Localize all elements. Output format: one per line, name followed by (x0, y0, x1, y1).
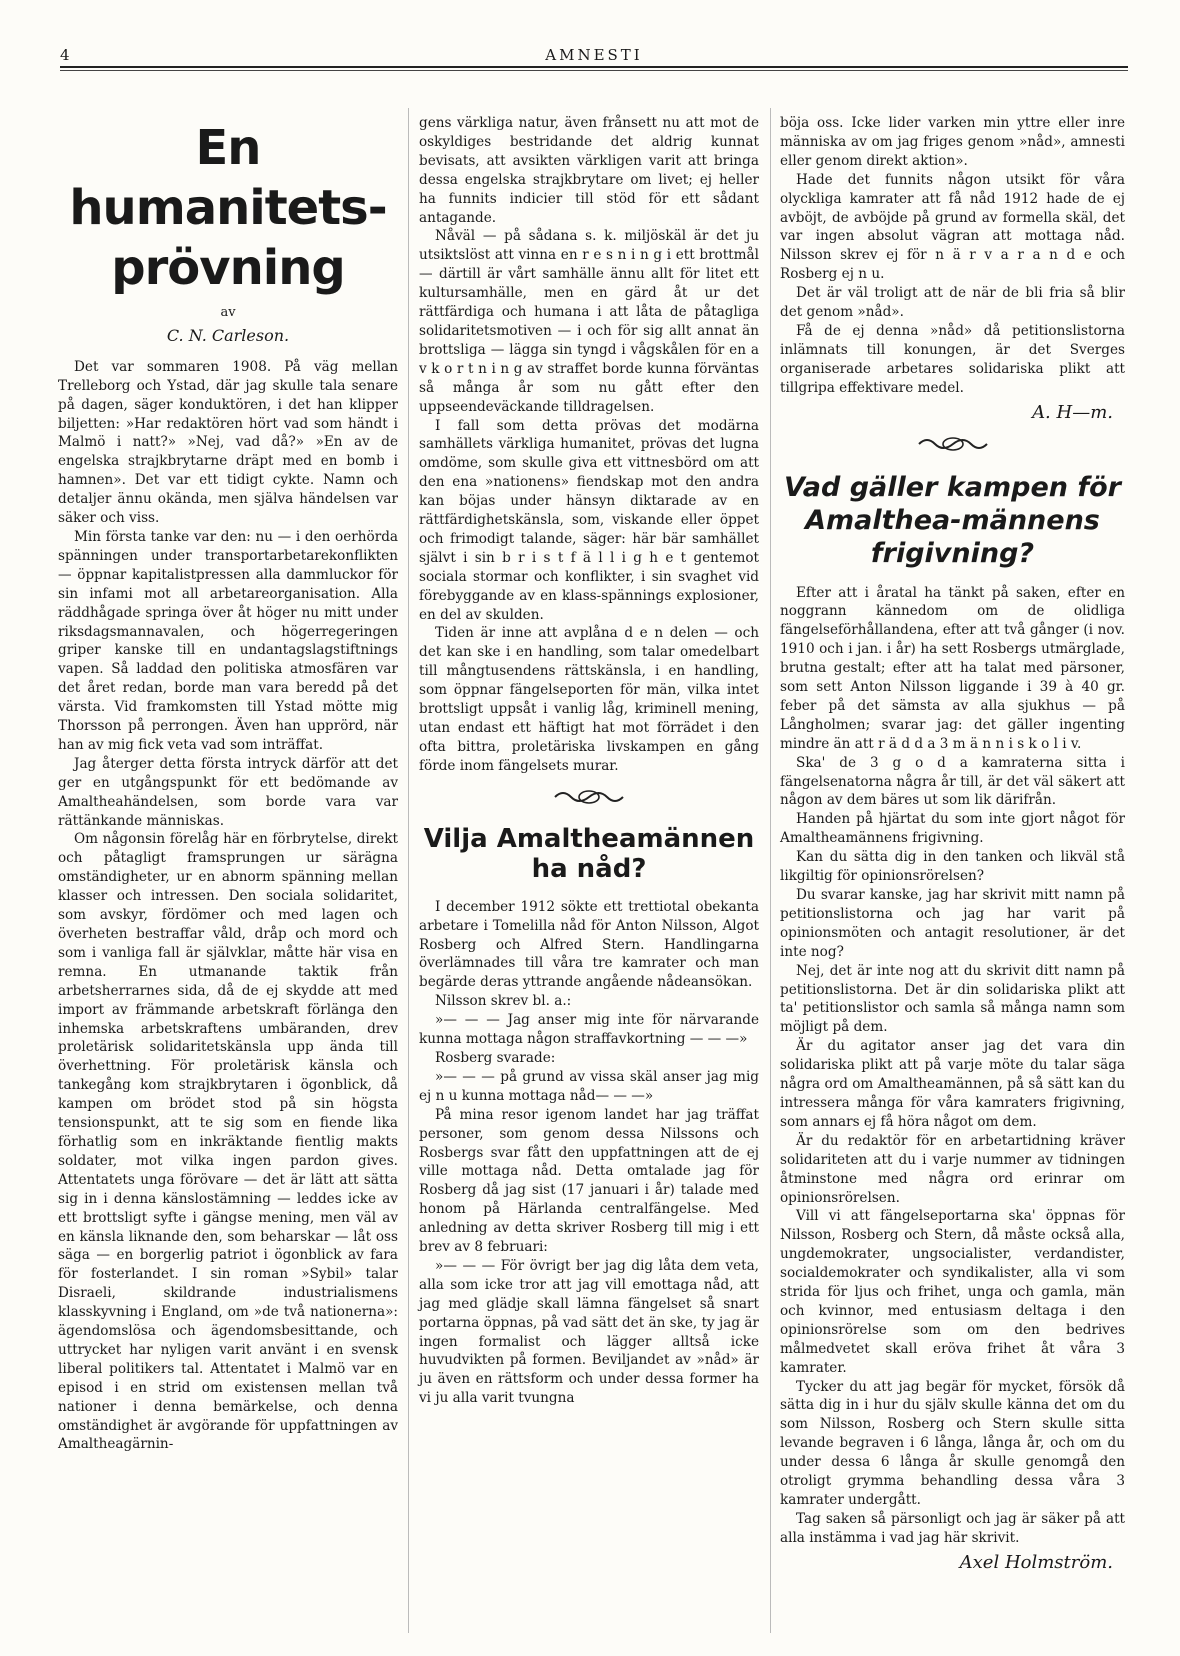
paragraph: Hade det funnits någon utsikt för våra olyckliga kamrater att få nåd 1912 hade de ej avböjt, de avböjde på grund av formella skäl, det var ingen absolut vägran att mottaga nåd. Nilsson skrev ej för n ä r v a r a n d e och Rosberg ej n u. (780, 171, 1125, 283)
paragraph: Rosberg svarade: (435, 1049, 556, 1066)
article-author: C. N. Carleson. (166, 325, 290, 345)
column-divider (770, 108, 771, 1633)
paragraph: På mina resor igenom landet har jag träffat personer, som genom dessa Nilssons och Rosbergs svar fått den uppfattningen att de ej ville mottaga nåd. Detta omtalade jag för Rosberg då jag sist (17 januari i år) talade med honom på Härlanda centralfängelse. Med anledning av detta skriver Rosberg till mig i ett brev av 8 februari: (419, 1106, 759, 1256)
paragraph: Är du agitator anser jag det vara din solidariska plikt att på varje möte du talar säga några ord om Amaltheamännen, på så sätt kan du intressera många för våra kamraters frigivning, som annars ej få höra något om dem. (780, 1038, 1125, 1130)
paragraph: Om någonsin förelåg här en förbrytelse, direkt och påtagligt framsprungen ur särägna omständigheter, ur en abnorm spänning mellan klasser och intressen. Den sociala solidaritet, som avskyr, fördömer och med lagen och överheten bestraffar våld, dråp och mord och som i vanliga fall är självklar, måtte här visa en remna. En utmanande taktik från arbetsherrarnes sida, då de ej skydde att med import av främmande arbetskraft förlänga den inhemska arbetskraftens umbäranden, drev proletärisk solidaritetskänsla upp ända till överhettning. För proletärisk känsla och tankegång kom strajkbrytaren i ögonblick, då kampen om brödet stod på sin högsta tensionspunkt, att te sig som en fiende lika förhatlig som en inkräktande fientlig makts soldater, mot vilka ingen pardon gives. Attentatets unga förövare — det är lätt att sätta sig in i denna känslostämning — leddes icke av ett brottsligt syfte i gängse mening, men väl av en känsla liknande den, som beharskar — låt oss säga — en borgerlig patriot i ögonblick av fara för fosterlandet. I sin roman »Sybil» talar Disraeli, skildrande industrialismens klasskyvning i England, om »de två nationerna»: ägendomslösa och ägendomsbesittande, och uttrycket har nyligen varit använt i en svensk liberal politikers tal. Attentatet i Malmö var en episod i en strid om existensen mellan två nationer i denna bemärkelse, och denna omständighet är avgörande för uppfattningen av Amaltheagärnin- (58, 831, 398, 1453)
paragraph: Tycker du att jag begär för mycket, försök då sätta dig in i hur du själv skulle känna det om du som Nilsson, Rosberg och Stern skulle sitta levande begraven i 6 långa, långa år, och om du under dessa 6 långa år skulle genomgå den otroligt grymma behandling dessa våra 3 kamrater undergått. (780, 1378, 1125, 1508)
paragraph: Det är väl troligt att de när de bli fria så blir det genom »nåd». (780, 285, 1125, 321)
byline-av: av (220, 305, 236, 320)
paragraph: Få de ej denna »nåd» då petitionslistorna inlämnats till konungen, är det Sverges organiserade arbetares solidariska plikt att tillgripa effektivare medel. (780, 322, 1125, 396)
column-3 (780, 114, 1125, 1579)
paragraph: böja oss. Icke lider varken min yttre eller inre människa av om jag friges genom »nåd», amnesti eller genom direkt aktion». (780, 115, 1125, 169)
article-title: Vilja Amaltheamännen ha nåd? (423, 823, 755, 884)
header-rule-thin (60, 70, 1128, 71)
ornament-divider-icon (549, 786, 629, 808)
article-title: Vad gäller kampen för Amalthea-männens frigivning? (783, 471, 1121, 569)
ornament-divider-icon (913, 433, 993, 455)
paragraph: Kan du sätta dig in den tanken och likväl stå likgiltig för opinionsrörelsen? (780, 849, 1125, 885)
paragraph: Handen på hjärtat du som inte gjort något för Amaltheamännens frigivning. (780, 811, 1125, 847)
masthead: AMNESTI (545, 46, 643, 64)
column-2 (419, 114, 759, 1408)
page-number: 4 (60, 46, 70, 64)
paragraph: Du svarar kanske, jag har skrivit mitt namn på petitionslistorna och jag har varit på opinionsmöten och antagit resolutioner, är det inte nog? (780, 887, 1125, 960)
paragraph: Ska' de 3 g o d a kamraterna sitta i fängelsenatorna några år till, är det väl säkert att någon av dem bäres ut som lik därifrån. (780, 754, 1125, 809)
paragraph: Nåväl — på sådana s. k. miljöskäl är det ju utsiktslöst att vinna en r e s n i n g i ett brottmål — därtill är vårt samhälle ännu allt för litet ett kultursamhälle, men en gärd åt ur det rättfärdiga och humana i att låta de påtagliga solidaritetsmotiven — i och för sig allt annat än brottsliga — lägga sin tyngd i vågskålen för en a v k o r t n i n g av straffet borde kunna förväntas så många år som nu gått efter den uppseendeväckande tilldragelsen. (419, 228, 759, 415)
paragraph: Nej, det är inte nog att du skrivit ditt namn på petitionslistorna. Det är din solidariska plikt att ta' petitionslistor och samla så många namn som möjligt på dem. (780, 962, 1125, 1036)
column-1 (58, 114, 398, 1454)
page-header (60, 46, 1128, 68)
paragraph: I fall som detta prövas det modärna samhällets värkliga humanitet, prövas det lugna omdöme, som skulle giva ett vittnesbörd om att den ena »nationens» fiendskap mot den andra kan böjas under hänsyn diktarade av en rättfärdighetskänsla, som, viskande eller öppet och frimodigt talande, säger: här bär samhället självt i sin b r i s t f ä l l i g h e t gentemot sociala stormar och konflikter, i sin svaghet vid förebyggande av en klass-spännings explosioner, en del av skulden. (419, 417, 759, 623)
paragraph: Nilsson skrev bl. a.: (435, 993, 572, 1010)
paragraph: Vill vi att fängelseportarna ska' öppnas för Nilsson, Rosberg och Stern, då måste också alla, ungdemokrater, ungsocialister, verdandister, socialdemokrater och syndikalister, alla vi som strida för ljus och frihet, unga och gamla, män och kvinnor, med entusiasm deltaga i den opinionsrörelse som om den bedrives målmedvetet skall eröva frihet åt våra 3 kamrater. (780, 1208, 1125, 1376)
article-title: En humanitets-prövning (69, 120, 387, 296)
paragraph: Det var sommaren 1908. På väg mellan Trelleborg och Ystad, där jag skulle tala senare på dagen, säger konduktören, i det han klipper biljetten: »Har redaktören hört vad som händt i Malmö i natt?» »Nej, vad då?» »En av de engelska strajkbrytarne dräpt med en bomb i hamnen». Det var ett tidigt cykte. Namn och detaljer ännu okända, men själva händelsen var säker och viss. (58, 358, 398, 527)
paragraph: Är du redaktör för en arbetartidning kräver solidariteten att du i varje nummer av tidningen åtminstone med några ord erinrar om opinionsrörelsen. (780, 1132, 1125, 1206)
column-divider (408, 108, 409, 1633)
paragraph: »— — — För övrigt ber jag dig låta dem veta, alla som icke tror att jag vill emottaga nåd, att jag med glädje skall lämna fängelset så snart portarna öppnas, på vad sätt det än ske, ty jag är ingen formalist och lägger alltså icke huvudvikten på formen. Beviljandet av »nåd» är ju även en rättsform och under dessa former ha vi ju alla varit tvungna (419, 1257, 759, 1407)
paragraph: Tag saken så pärsonligt och jag är säker på att alla instämma i vad jag här skrivit. (780, 1510, 1125, 1546)
paragraph: Jag återger detta första intryck därför att det ger en utgångspunkt för ett bedömande av Amaltheahändelsen, som borde vara var rättänkande människas. (58, 755, 398, 829)
paragraph: Efter att i åratal ha tänkt på saken, efter en noggrann kännedom om de olidliga fängelseförhållandena, efter att två gånger (i nov. 1910 och i jan. i år) ha sett Rosbergs utmärglade, brutna gestalt; efter att ha talat med pärsoner, som sett Anton Nilsson liggande i 39 à 40 gr. feber på det sämsta av alla sjukhus — på Långholmen; svarar jag: det gäller ingenting mindre än att r ä d d a 3 m ä n n i s k o l i v. (780, 584, 1125, 752)
paragraph: I december 1912 sökte ett trettiotal obekanta arbetare i Tomelilla nåd för Anton Nilsson, Algot Rosberg och Alfred Stern. Handlingarna överlämnades till våra tre kamrater och man begärde deras yttrande angående nådeansökan. (419, 898, 759, 991)
signature: A. H—m. (1032, 401, 1113, 423)
signature: Axel Holmström. (959, 1551, 1113, 1573)
paragraph: gens värkliga natur, även frånsett nu att mot de oskyldiges bestridande det aldrig kunnat bevisats, att avsikten värkligen varit att bringa dessa engelska strajkbrytare om livet; ej heller ha funnits indicier till stöd för ett sådant antagande. (419, 115, 759, 226)
paragraph: Tiden är inne att avplåna d e n delen — och det kan ske i en handling, som talar omedelbart till mångtusendens rättskänsla, i en handling, som öppnar fängelseporten för män, vilka intet brottsligt uppsåt i vanlig låg, kriminell mening, utan endast ett häftigt hat mot förrädet i den ofta bittra, proletäriska livskampen en gång förde inom fängelsets murar. (419, 625, 759, 774)
paragraph: »— — — Jag anser mig inte för närvarande kunna mottaga någon straffavkortning — — —» (419, 1012, 759, 1048)
header-rule (60, 66, 1128, 68)
paragraph: Min första tanke var den: nu — i den oerhörda spänningen under transportarbetarekonflikten — öppnar kapitalistpressen alla dammluckor för sin infami mot all arbetareorganisation. Alla räddhågade springa över åt höger nu mitt under riksdagsmannavalen, och högerregeringen griper kanske till en undantagslagstiftnings vapen. Så laddad den politiska atmosfären var det året redan, borde man vara beredd på det värsta. Vid framkomsten till Ystad mötte mig Thorsson på perrongen. Även han upprörd, när han av mig fick veta vad som inträffat. (58, 528, 398, 753)
paragraph: »— — — på grund av vissa skäl anser jag mig ej n u kunna mottaga nåd— — —» (419, 1068, 759, 1104)
